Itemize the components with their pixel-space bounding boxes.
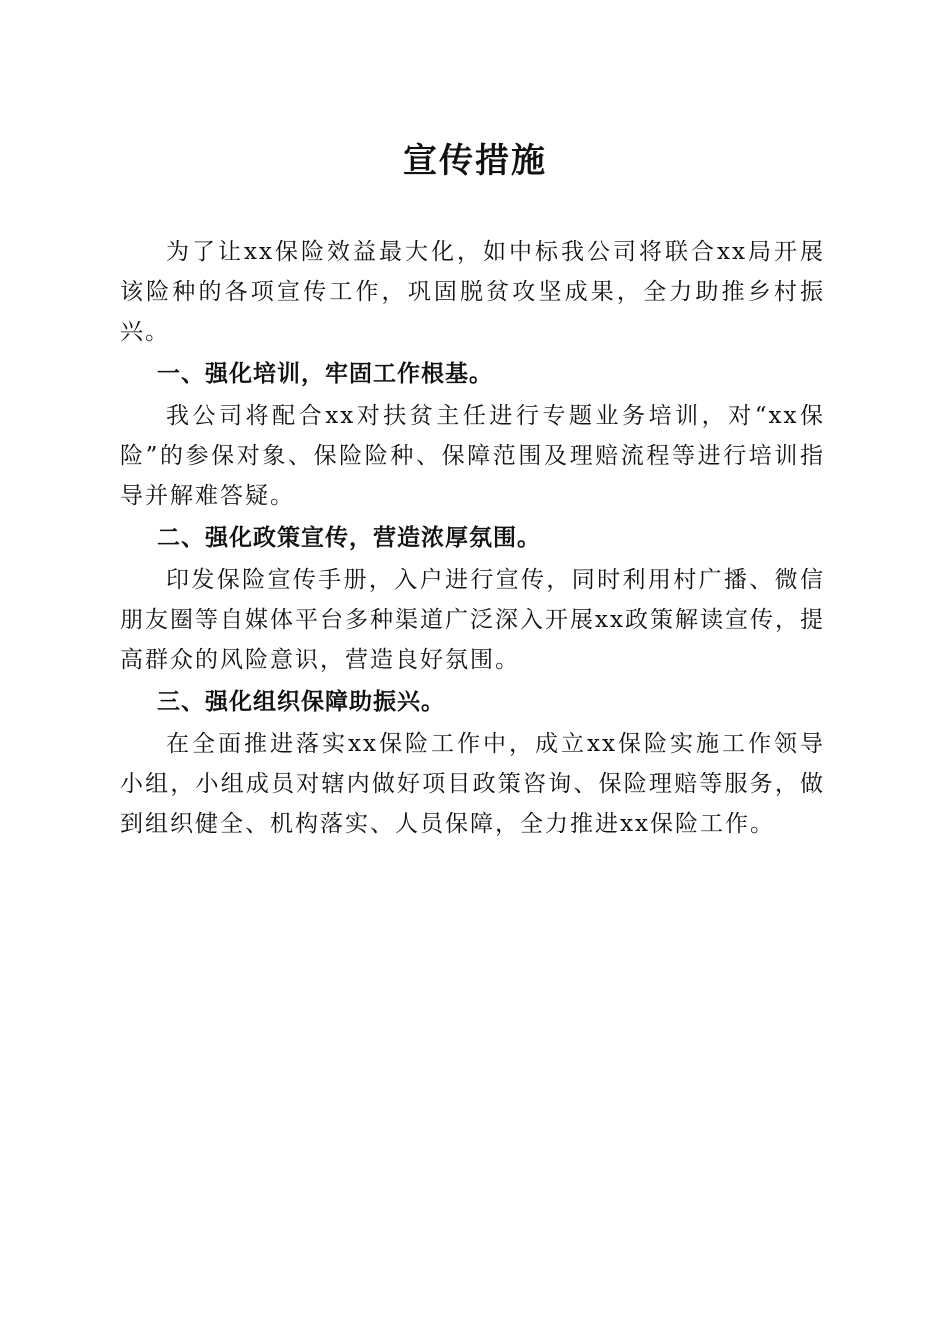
section-3-body: 在全面推进落实xx保险工作中，成立xx保险实施工作领导小组，小组成员对辖内做好项目政策咨询、保险理赔等服务，做到组织健全、机构落实、人员保障，全力推进xx保险工作。 xyxy=(120,731,825,837)
section-3-heading: 三、强化组织保障助振兴。 xyxy=(157,689,445,715)
document-body xyxy=(120,232,825,844)
section-1-heading: 一、强化培训，牢固工作根基。 xyxy=(157,361,493,387)
section-2-heading: 二、强化政策宣传，营造浓厚氛围。 xyxy=(157,525,541,551)
intro-paragraph: 为了让xx保险效益最大化，如中标我公司将联合xx局开展该险种的各项宣传工作，巩固脱贫攻坚成果，全力助推乡村振兴。 xyxy=(120,239,825,345)
section-2-body: 印发保险宣传手册，入户进行宣传，同时利用村广播、微信朋友圈等自媒体平台多种渠道广泛深入开展xx政策解读宣传，提高群众的风险意识，营造良好氛围。 xyxy=(120,567,825,673)
section-1-body: 我公司将配合xx对扶贫主任进行专题业务培训，对“xx保险”的参保对象、保险险种、保障范围及理赔流程等进行培训指导并解难答疑。 xyxy=(120,403,825,509)
document-title: 宣传措施 xyxy=(403,141,547,181)
